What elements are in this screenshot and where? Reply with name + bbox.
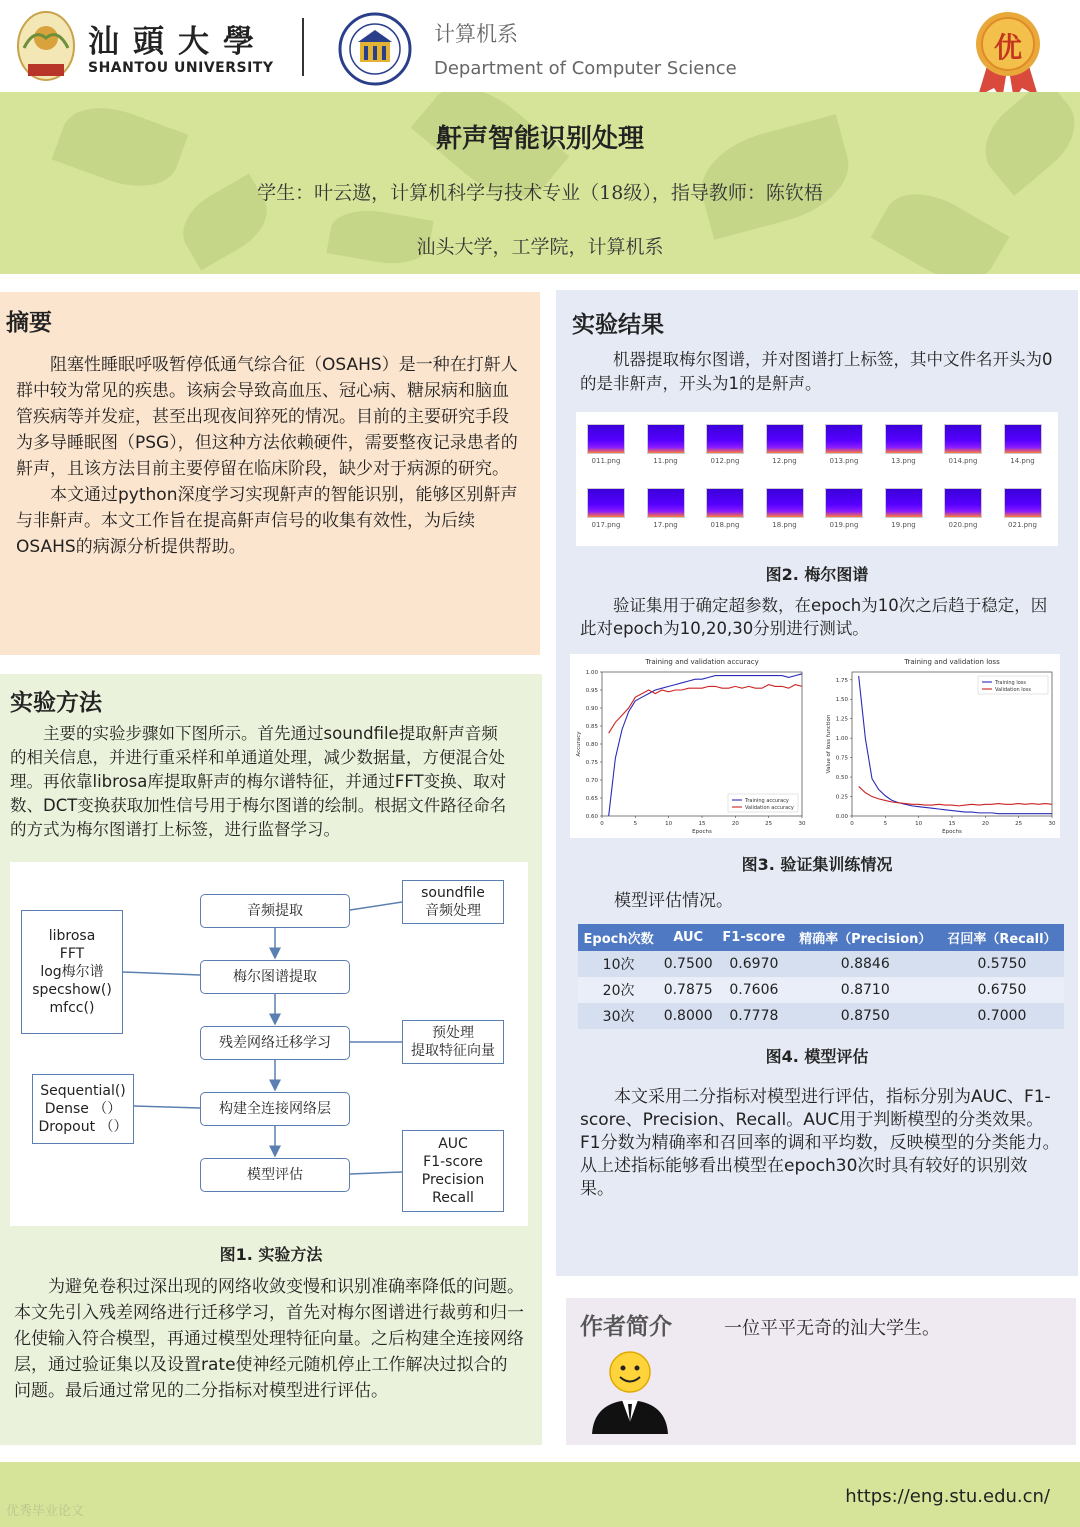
flow-step-mel-extract: 梅尔图谱提取 (200, 960, 350, 994)
y-tick-label: 0.75 (835, 755, 848, 762)
evaluation-table (578, 924, 1064, 1029)
mel-thumbnail (1001, 424, 1045, 466)
mel-thumbnail-label: 020.png (948, 521, 978, 529)
eval-intro: 模型评估情况。 (614, 891, 733, 911)
mel-thumbnail (882, 424, 926, 466)
department-name-cn: 计算机系 (434, 22, 518, 46)
y-tick-label: 0.25 (835, 794, 848, 801)
y-tick-label: 0.70 (585, 778, 598, 784)
table-cell: 0.6750 (940, 977, 1064, 1003)
mel-spectrogram-image (825, 488, 863, 518)
results-heading: 实验结果 (572, 312, 664, 338)
mel-thumbnail (644, 424, 688, 466)
mel-spectrogram-image (587, 488, 625, 518)
figure-4-caption: 图4. 模型评估 (765, 1047, 869, 1066)
x-tick-label: 30 (798, 821, 806, 827)
mel-thumbnail (941, 424, 985, 466)
mel-thumbnail (584, 488, 628, 530)
abstract-panel (0, 292, 540, 655)
university-name-cn: 汕頭大學 (88, 24, 268, 60)
legend-label: Training loss (995, 680, 1026, 686)
flow-note-line: Precision (421, 1172, 485, 1188)
table-cell: 0.7000 (940, 1003, 1064, 1029)
mel-thumbnail-label: 021.png (1008, 521, 1037, 529)
table-header-cell: Epoch次数 (578, 924, 659, 951)
mel-spectrogram-image (766, 424, 804, 454)
accuracy-chart (570, 654, 810, 838)
abstract-paragraph-2: 本文通过python深度学习实现鼾声的智能识别，能够区别鼾声与非鼾声。本文工作旨在提高鼾声信号的收集有效性，为后续OSAHS的病源分析提供帮助。 (16, 485, 518, 557)
poster-authors: 学生：叶云遨，计算机科学与技术专业（18级），指导教师：陈钦梧 (257, 182, 823, 204)
table-cell: 0.6970 (717, 951, 790, 977)
mel-thumbnail-label: 18.png (772, 521, 797, 529)
legend-label: Validation accuracy (745, 805, 794, 811)
mel-thumbnail (703, 488, 747, 530)
flow-note-line: soundfile (421, 885, 485, 901)
x-axis-label: Epochs (942, 829, 962, 835)
figure-1-caption: 图1. 实验方法 (219, 1245, 323, 1264)
x-tick-label: 10 (915, 821, 923, 827)
y-tick-label: 0.95 (585, 688, 598, 694)
flow-step-model-eval: 模型评估 (200, 1158, 350, 1192)
flow-note-preprocess (402, 1020, 504, 1064)
mel-spectrogram-grid (576, 412, 1058, 546)
chart-title: Training and validation loss (904, 658, 1000, 666)
mel-thumbnail (763, 424, 807, 466)
table-cell: 30次 (578, 1003, 659, 1029)
author-avatar-icon (588, 1350, 672, 1434)
mel-thumbnail-label: 14.png (1010, 457, 1035, 465)
mel-thumbnail-label: 012.png (710, 457, 740, 465)
flow-step-resnet-transfer: 残差网络迁移学习 (200, 1026, 350, 1060)
table-body (578, 951, 1064, 1029)
mel-thumbnail (1001, 488, 1045, 530)
y-axis-label: Accuracy (576, 731, 582, 757)
mel-thumbnail (822, 488, 866, 530)
y-tick-label: 0.90 (585, 706, 598, 712)
method-paragraph-2: 为避免卷积过深出现的网络收敛变慢和识别准确率降低的问题。本文先引入残差网络进行迁移学习，首先对梅尔图谱进行裁剪和归一化使输入符合模型，再通过模型处理特征向量。之后构建全连接网络层，通过验证集以及设置rate使神经元随机停止工作解决过拟合的问题。最后通过常见的二分指标对模型进行评估。 (14, 1277, 524, 1401)
mel-spectrogram-image (1004, 488, 1042, 518)
table-header-cell: AUC (659, 924, 717, 951)
table-cell: 0.8000 (659, 1003, 717, 1029)
university-name-en: SHANTOU UNIVERSITY (88, 60, 274, 76)
mel-spectrogram-image (647, 488, 685, 518)
poster-title: 鼾声智能识别处理 (435, 124, 644, 154)
mel-thumbnail (584, 424, 628, 466)
mel-thumbnail-label: 018.png (710, 521, 740, 529)
results-paragraph-2: 验证集用于确定超参数，在epoch为10次之后趋于稳定，因此对epoch为10,20,30分别进行测试。 (580, 596, 1048, 638)
author-panel (566, 1298, 1076, 1445)
y-axis-label: Value of loss function (826, 714, 832, 774)
flow-note-soundfile (402, 880, 504, 924)
series-line (859, 676, 1052, 814)
flow-note-line: 音频处理 (425, 903, 481, 919)
mel-thumbnail (763, 488, 807, 530)
mel-spectrogram-image (885, 424, 923, 454)
flow-note-librosa (21, 910, 123, 1034)
mel-thumbnail-label: 014.png (948, 457, 978, 465)
x-tick-label: 25 (1015, 821, 1023, 827)
mel-thumbnail-label: 017.png (591, 521, 621, 529)
abstract-paragraph-1: 阻塞性睡眠呼吸暂停低通气综合征（OSAHS）是一种在打鼾人群中较为常见的疾患。该病会导致高血压、冠心病、糖尿病和脑血管疾病等并发症，甚至出现夜间猝死的情况。目前的主要研究手段为多导睡眠图（PSG），但这种方法依赖硬件，需要整夜记录患者的鼾声，且该方法目前主要停留在临床阶段，缺少对于病源的研究。 (16, 355, 518, 479)
flow-note-line: AUC (438, 1136, 468, 1152)
flow-note-line: log梅尔谱 (40, 964, 104, 980)
y-tick-label: 0.00 (835, 814, 848, 820)
y-tick-label: 1.00 (835, 736, 848, 743)
y-tick-label: 0.65 (585, 796, 598, 802)
x-tick-label: 5 (633, 821, 638, 827)
method-heading: 实验方法 (10, 690, 102, 716)
mel-spectrogram-image (944, 424, 982, 454)
mel-thumbnail (822, 424, 866, 466)
y-tick-label: 0.85 (585, 724, 598, 730)
legend-label: Validation loss (995, 687, 1031, 693)
mel-thumbnail-label: 019.png (829, 521, 859, 529)
flowchart (10, 862, 528, 1226)
department-seal-icon (338, 12, 412, 86)
x-tick-label: 0 (600, 821, 604, 827)
mel-spectrogram-image (885, 488, 923, 518)
table-row (578, 1003, 1064, 1029)
x-tick-label: 10 (665, 821, 673, 827)
series-line (859, 786, 1052, 805)
table-cell: 0.7606 (717, 977, 790, 1003)
author-heading: 作者简介 (580, 1314, 672, 1340)
y-tick-label: 1.00 (585, 670, 598, 676)
figure-3-caption: 图3. 验证集训练情况 (741, 855, 893, 874)
badge-text: 优 (993, 31, 1022, 64)
mel-thumbnail-label: 19.png (891, 521, 916, 529)
flow-step-audio-extract: 音频提取 (200, 894, 350, 928)
training-charts (570, 654, 1060, 838)
loss-chart (816, 654, 1060, 838)
y-tick-label: 0.50 (835, 775, 848, 782)
mel-spectrogram-image (766, 488, 804, 518)
table-cell: 0.7500 (659, 951, 717, 977)
flow-note-keras (32, 1074, 134, 1144)
figure-2-caption: 图2. 梅尔图谱 (765, 565, 869, 584)
table-cell: 0.8710 (791, 977, 940, 1003)
poster-affiliation: 汕头大学，工学院，计算机系 (416, 236, 664, 258)
footer-url-link[interactable]: https://eng.stu.edu.cn/ (845, 1486, 1050, 1507)
mel-thumbnail-label: 17.png (653, 521, 678, 529)
author-description: 一位平平无奇的汕大学生。 (724, 1318, 940, 1339)
table-header-cell: 召回率（Recall） (940, 924, 1064, 951)
y-tick-label: 0.60 (585, 814, 598, 820)
table-cell: 20次 (578, 977, 659, 1003)
mel-spectrogram-image (587, 424, 625, 454)
flow-note-line: 预处理 (432, 1025, 474, 1041)
university-emblem-icon (14, 8, 78, 84)
flow-note-line: FFT (59, 946, 85, 962)
mel-spectrogram-image (706, 424, 744, 454)
department-name-en: Department of Computer Science (434, 58, 737, 79)
table-cell: 0.7875 (659, 977, 717, 1003)
mel-spectrogram-image (944, 488, 982, 518)
chart-title: Training and validation accuracy (645, 658, 759, 666)
flow-note-line: Recall (432, 1190, 474, 1206)
mel-spectrogram-image (647, 424, 685, 454)
flow-note-line: F1-score (423, 1154, 483, 1170)
x-tick-label: 20 (731, 821, 739, 827)
table-row (578, 951, 1064, 977)
table-cell: 10次 (578, 951, 659, 977)
table-row (578, 977, 1064, 1003)
x-tick-label: 20 (981, 821, 989, 827)
y-tick-label: 1.25 (835, 716, 848, 723)
mel-spectrogram-image (706, 488, 744, 518)
flow-note-metrics (402, 1130, 504, 1212)
method-panel (0, 674, 542, 1445)
legend-label: Training accuracy (745, 798, 789, 804)
mel-thumbnail-label: 013.png (829, 457, 859, 465)
x-tick-label: 25 (765, 821, 773, 827)
x-tick-label: 30 (1048, 821, 1056, 827)
x-tick-label: 15 (698, 821, 706, 827)
mel-spectrogram-image (1004, 424, 1042, 454)
mel-thumbnail-label: 12.png (772, 457, 797, 465)
mel-thumbnail (644, 488, 688, 530)
excellence-badge (968, 8, 1048, 102)
y-tick-label: 1.50 (835, 697, 848, 704)
table-header-cell: F1-score (717, 924, 790, 951)
flow-note-line: librosa (48, 928, 96, 944)
mel-thumbnail (703, 424, 747, 466)
flow-note-line: mfcc() (49, 1000, 95, 1016)
table-cell: 0.7778 (717, 1003, 790, 1029)
mel-thumbnail-label: 13.png (891, 457, 916, 465)
department-emblem (338, 12, 412, 90)
flow-note-line: 提取特征向量 (411, 1043, 495, 1059)
method-paragraph-1: 主要的实验步骤如下图所示。首先通过soundfile提取鼾声音频的相关信息，并进行重采样和单通道处理，减少数据量，方便混合处理。再依靠librosa库提取鼾声的梅尔谱特征，并通过FFT变换、取对数、DCT变换获取加性信号用于梅尔图谱的绘制。根据文件路径命名的方式为梅尔图谱打上标签，进行监督学习。 (10, 724, 507, 839)
mel-thumbnail-label: 11.png (653, 457, 678, 465)
flow-note-line: Dense （） (44, 1101, 122, 1117)
mel-thumbnail (882, 488, 926, 530)
x-tick-label: 0 (850, 821, 854, 827)
table-header-cell: 精确率（Precision） (791, 924, 940, 951)
results-panel (556, 290, 1078, 1276)
flow-note-line: Dropout （） (38, 1119, 128, 1135)
y-tick-label: 1.75 (835, 677, 848, 684)
series-line (609, 685, 802, 734)
x-axis-label: Epochs (692, 829, 712, 835)
mel-thumbnail (941, 488, 985, 530)
table-cell: 0.8846 (791, 951, 940, 977)
table-cell: 0.8750 (791, 1003, 940, 1029)
mel-spectrogram-image (825, 424, 863, 454)
y-tick-label: 0.80 (585, 742, 598, 748)
mel-thumbnail-label: 011.png (591, 457, 621, 465)
y-tick-label: 0.75 (585, 760, 598, 766)
header-divider (302, 18, 304, 76)
x-tick-label: 5 (883, 821, 888, 827)
flow-note-line: Sequential() (40, 1083, 126, 1099)
flow-step-dense-layer: 构建全连接网络层 (200, 1092, 350, 1126)
abstract-heading: 摘要 (6, 310, 52, 336)
results-paragraph-1: 机器提取梅尔图谱，并对图谱打上标签，其中文件名开头为0的是非鼾声，开头为1的是鼾声。 (580, 350, 1053, 393)
x-tick-label: 15 (948, 821, 956, 827)
footer-watermark: 优秀毕业论文 (6, 1504, 85, 1519)
table-cell: 0.5750 (940, 951, 1064, 977)
results-paragraph-3: 本文采用二分指标对模型进行评估，指标分别为AUC、F1-score、Precision、Recall。AUC用于判断模型的分类效果。F1分数为精确率和召回率的调和平均数，反映模型的分类能力。从上述指标能够看出模型在epoch30次时具有较好的识别效果。 (580, 1087, 1060, 1199)
table-header-row (578, 924, 1064, 951)
flow-note-line: specshow() (32, 982, 112, 998)
